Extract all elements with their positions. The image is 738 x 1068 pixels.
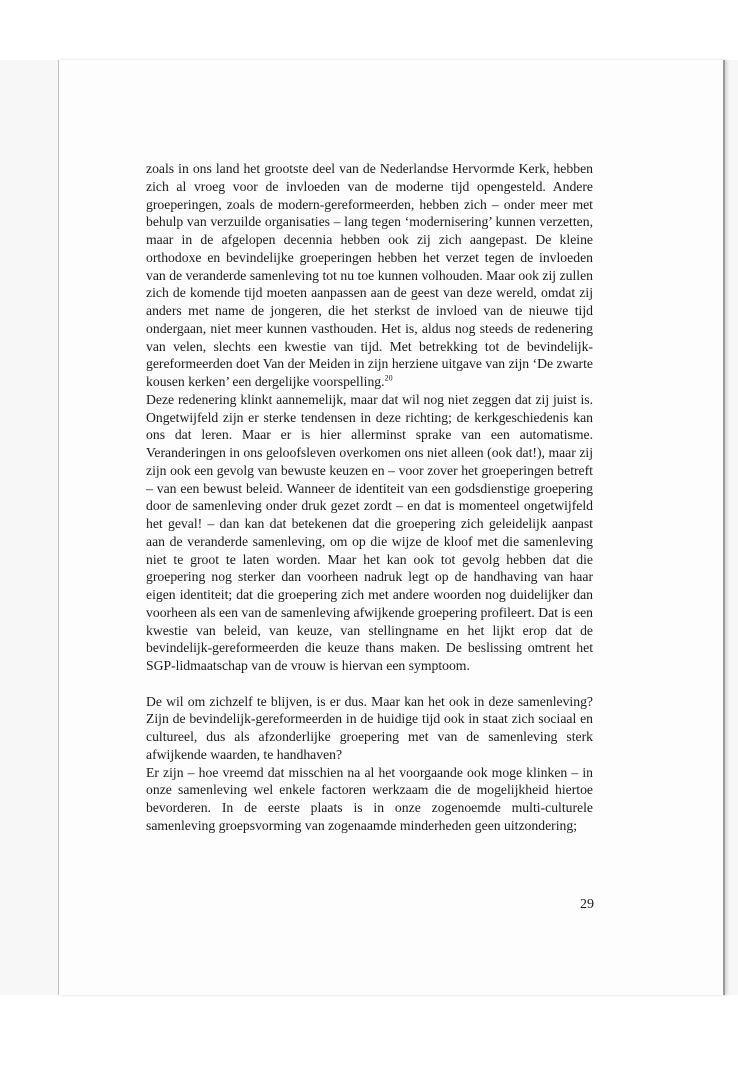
paragraph-1 bbox=[146, 160, 593, 391]
footnote-marker: 20 bbox=[384, 373, 393, 383]
body-text bbox=[146, 160, 593, 835]
paragraph-4: Er zijn – hoe vreemd dat misschien na al het voorgaande ook moge klinken – in onze samenleving wel enkele factoren werkzaam die de mogelijkheid hiertoe bevorderen. In de eerste plaats is in onze zogenoemde multi-culturele samenleving groepsvorming van zogenaamde minderheden geen uitzondering; bbox=[146, 764, 593, 833]
paragraph-1-text: zoals in ons land het grootste deel van de Nederlandse Hervormde Kerk, hebben zich al vroeg voor de invloeden van de moderne tijd opengesteld. Andere groeperingen, zoals de modern-gereformeerden, hebben zich – onder meer met behulp van verzuilde organisaties – lang tegen ‘modernisering’ kunnen verzetten, maar in de afgelopen decennia hebben ook zij zich aangepast. De kleine orthodoxe en bevindelijke groeperingen hebben het verzet tegen de invloeden van de veranderde samenleving tot nu toe kunnen volhouden. Maar ook zij zullen zich de komende tijd moeten aanpassen aan de geest van deze wereld, omdat zij anders met name de jongeren, die het sterkst de invloed van de nieuwe tijd ondergaan, niet meer kunnen vasthouden. Het is, aldus nog steeds de redenering van velen, slechts een kwestie van tijd. Met betrekking tot de bevindelijk-gereformeerden doet Van der Meiden in zijn herziene uitgave van zijn ‘De zwarte kousen kerken’ een dergelijke voorspelling. bbox=[146, 161, 593, 389]
paragraph-2: Deze redenering klinkt aannemelijk, maar dat wil nog niet zeggen dat zij juist is. Ongetwijfeld zijn er sterke tendensen in deze richting; de kerkgeschiedenis kan ons dat leren. Maar er is hier allerminst sprake van een automatisme. Veranderingen in ons geloofsleven overkomen ons niet alleen (ook dat!), maar zij zijn ook een gevolg van bewuste keuzen en – voor zover het groeperingen betreft – van een bewust beleid. Wanneer de identiteit van een godsdienstige groepering door de samenleving onder druk gezet zordt – en dat is momenteel ongetwijfeld het geval! – dan kan dat betekenen dat die groepering zich geleidelijk aanpast aan de veranderde samenleving, om op die wijze de kloof met die samenleving niet te groot te laten worden. Maar het kan ook tot gevolg hebben dat die groepering nog sterker dan voorheen nadruk legt op de handhaving van haar eigen identiteit; dat die groepering zich met andere woorden nog duidelijker dan voorheen als een van de samenleving afwijkende groepering profileert. Dat is een kwestie van beleid, van keuze, van stellingname en het lijkt erop dat de bevindelijk-gereformeerden die keuze thans maken. De beslissing omtrent het SGP-lidmaatschap van de vrouw is hiervan een symptoom. bbox=[146, 391, 593, 673]
paragraph-3: De wil om zichzelf te blijven, is er dus. Maar kan het ook in deze samenleving? Zijn de bevindelijk-gereformeerden in de huidige tijd ook in staat zich sociaal en cultureel, dus als afzonderlijke groepering met van de samenleving sterk afwijkende waarden, te handhaven? bbox=[146, 693, 593, 762]
page-number: 29 bbox=[580, 897, 594, 912]
